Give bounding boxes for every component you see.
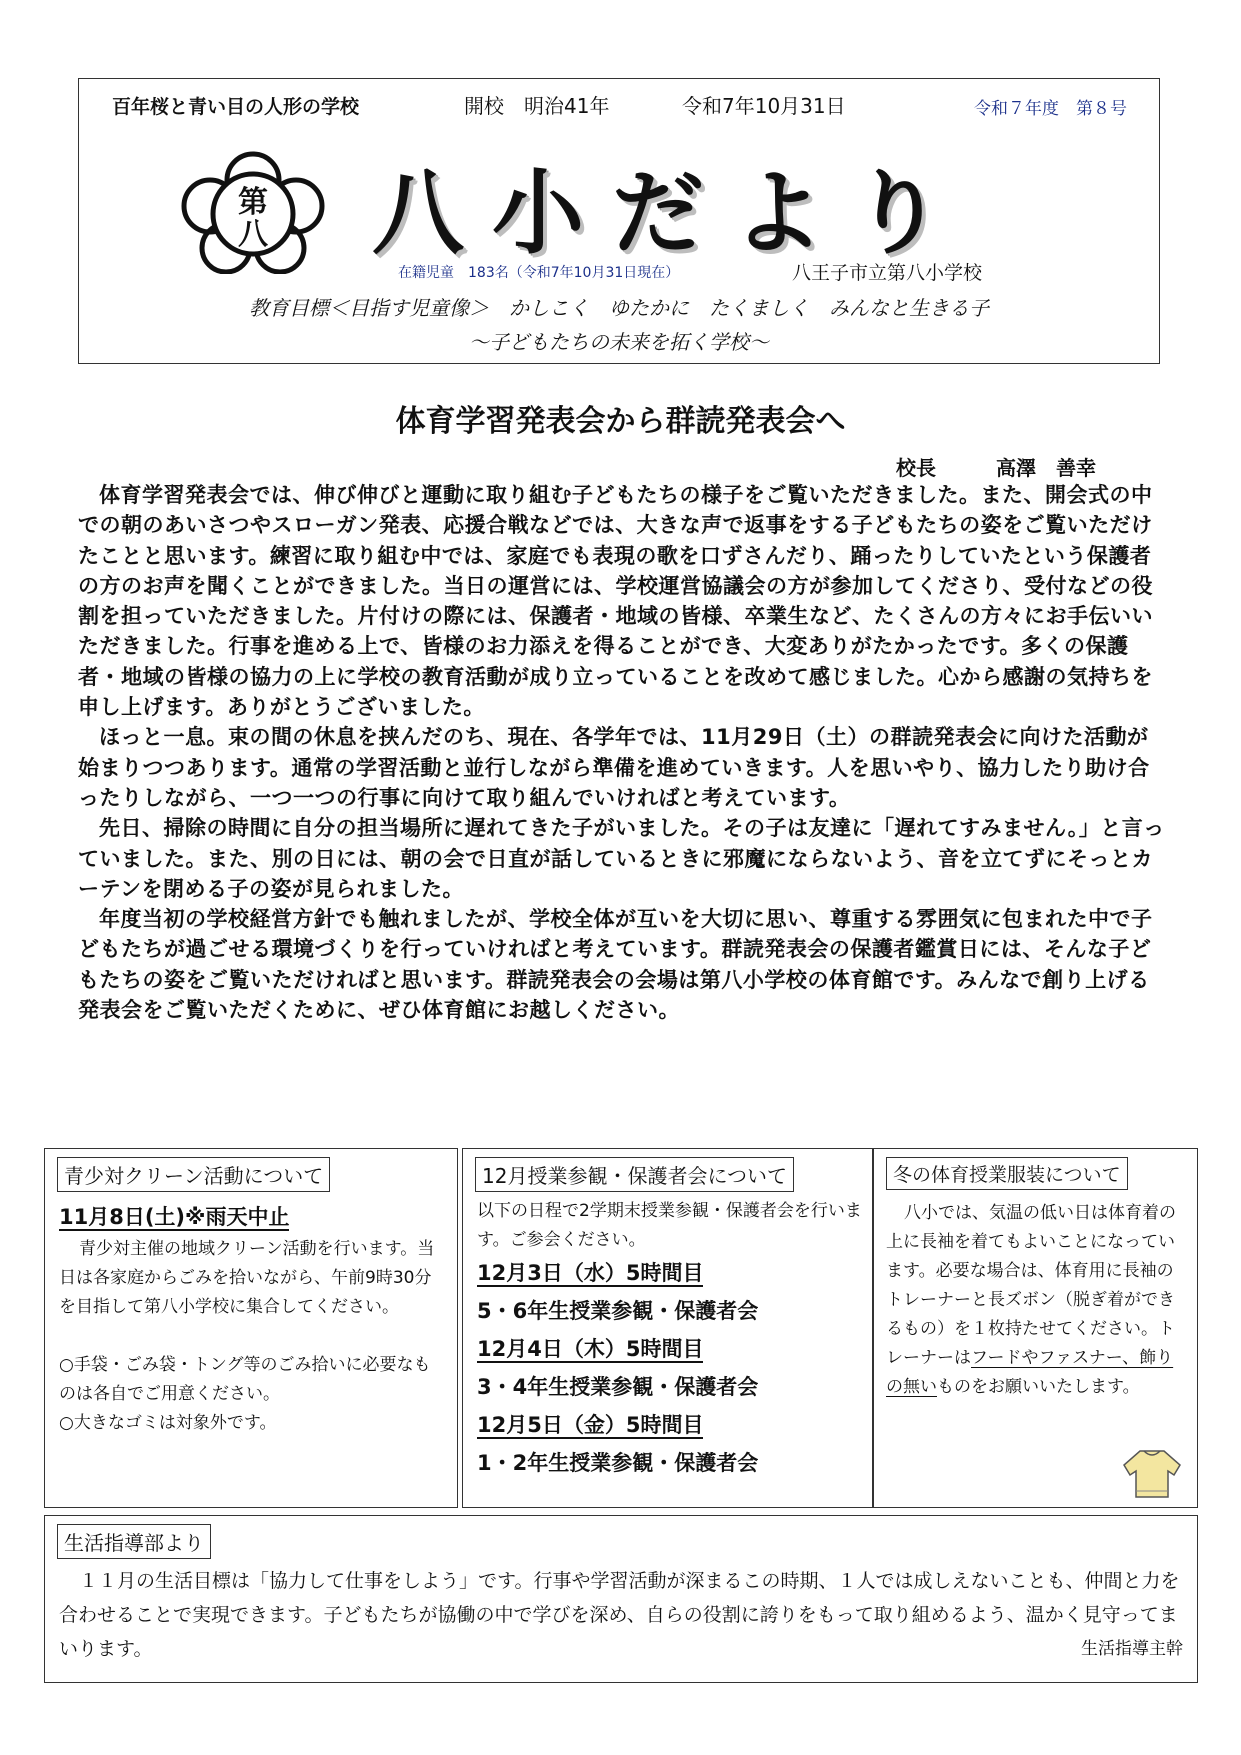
sweater-icon bbox=[1120, 1445, 1184, 1505]
pe-clothing-notice bbox=[873, 1148, 1198, 1508]
life-guidance-body: １１月の生活目標は「協力して仕事をしよう」です。行事や学習活動が深まるこの時期、１人では成しえないことも、仲間と力を合わせることで実現できます。子どもたちが協働の中で学びを深め、自らの役割に誇りをもって取り組めるよう、温かく見守ってまいります。 bbox=[59, 1570, 1180, 1660]
issue-number: 令和７年度 第８号 bbox=[974, 99, 1127, 119]
class-visit-intro: 以下の日程で2学期末授業参観・保護者会を行います。ご参会ください。 bbox=[477, 1201, 862, 1250]
author-name: 高澤 善幸 bbox=[996, 456, 1096, 480]
education-goal: 教育目標＜目指す児童像＞ かしこく ゆたかに たくましく みんなと生きる子 bbox=[249, 296, 989, 320]
school-name: 八王子市立第八小学校 bbox=[792, 262, 983, 284]
article-title: 体育学習発表会から群読発表会へ bbox=[395, 404, 846, 439]
article-paragraph: 先日、掃除の時間に自分の担当場所に遅れてきた子がいました。その子は友達に「遅れてすみません。」と言っていました。また、別の日には、朝の会で日直が話しているときに邪魔にならないよう、音を立てずにそっとカーテンを閉める子の姿が見られました。 bbox=[78, 816, 1165, 901]
class-visit-title: 12月授業参観・保護者会について bbox=[475, 1157, 794, 1192]
article-paragraph: 年度当初の学校経営方針でも触れましたが、学校全体が互いを大切に思い、尊重する雰囲気に包まれた中で子どもたちが過ごせる環境づくりを行っていければと考えています。群読発表会の保護者鑑賞日には、そんな子どもたちの姿をご覧いただければと思います。群読発表会の会場は第八小学校の体育館です。みんなで創り上げる発表会をご覧いただくために、ぜひ体育館にお越しください。 bbox=[78, 907, 1153, 1023]
cleanup-note-large-trash: ○大きなゴミは対象外です。 bbox=[59, 1413, 277, 1433]
issue-date: 令和7年10月31日 bbox=[682, 94, 846, 118]
emblem-char-1: 第 bbox=[238, 185, 268, 220]
school-motto: ～子どもたちの未来を拓く学校～ bbox=[469, 330, 769, 354]
session-grades: 1・2年生授業参観・保護者会 bbox=[477, 1451, 759, 1475]
life-guidance-signature: 生活指導主幹 bbox=[1081, 1639, 1183, 1659]
article-paragraph: ほっと一息。束の間の休息を挟んだのち、現在、各学年では、11月29日（土）の群読発表会に向けた活動が始まりつつあります。通常の学習活動と並行しながら準備を進めていきます。人を思いやり、協力したり助け合ったりしながら、一つ一つの行事に向けて取り組んでいければと考えています。 bbox=[78, 725, 1150, 810]
founded-year: 開校 明治41年 bbox=[464, 94, 610, 118]
session-date: 12月4日（木）5時間目 bbox=[477, 1337, 704, 1361]
cleanup-notice bbox=[44, 1148, 458, 1508]
cleanup-title: 青少対クリーン活動について bbox=[57, 1157, 330, 1192]
session-date: 12月5日（金）5時間目 bbox=[477, 1413, 704, 1437]
session-grades: 5・6年生授業参観・保護者会 bbox=[477, 1299, 759, 1323]
pe-body-text-end: ものをお願いいたします。 bbox=[937, 1377, 1140, 1397]
session-date: 12月3日（水）5時間目 bbox=[477, 1261, 704, 1285]
cleanup-date: 11月8日(土)※雨天中止 bbox=[59, 1205, 290, 1229]
class-visit-notice bbox=[462, 1148, 873, 1508]
author-role: 校長 bbox=[896, 456, 936, 480]
session-grades: 3・4年生授業参観・保護者会 bbox=[477, 1375, 759, 1399]
life-guidance-notice bbox=[44, 1515, 1198, 1683]
article-body bbox=[78, 480, 1166, 1025]
session-list bbox=[477, 1257, 758, 1485]
life-guidance-title: 生活指導部より bbox=[57, 1524, 211, 1559]
enrollment-count: 在籍児童 183名（令和7年10月31日現在） bbox=[398, 265, 680, 281]
article-author bbox=[896, 452, 1096, 481]
pe-clothing-body bbox=[886, 1199, 1186, 1402]
school-emblem bbox=[178, 148, 328, 274]
newsletter-title: 八小だより bbox=[372, 159, 973, 267]
pe-body-emphasis: フードやファスナー、飾りの無い bbox=[886, 1348, 1174, 1397]
cleanup-note-supplies: ○手袋・ごみ袋・トング等のごみ拾いに必要なものは各自でご用意ください。 bbox=[59, 1355, 431, 1404]
cleanup-body: 青少対主催の地域クリーン活動を行います。当日は各家庭からごみを拾いながら、午前9時30分を目指して第八小学校に集合してください。 bbox=[59, 1239, 435, 1317]
school-tagline: 百年桜と青い目の人形の学校 bbox=[112, 96, 360, 118]
pe-clothing-title: 冬の体育授業服装について bbox=[886, 1157, 1128, 1190]
pe-body-text: 八小では、気温の低い日は体育着の上に長袖を着てもよいことになっています。必要な場合は、体育用に長袖のトレーナーと長ズボン（脱ぎ着ができるもの）を１枚持たせてください。トレーナーは bbox=[886, 1203, 1176, 1368]
emblem-char-2: 八 bbox=[238, 217, 268, 252]
article-paragraph: 体育学習発表会では、伸び伸びと運動に取り組む子どもたちの様子をご覧いただきました。また、開会式の中での朝のあいさつやスローガン発表、応援合戦などでは、大きな声で返事をする子どもたちの姿をご覧いただけたことと思います。練習に取り組む中では、家庭でも表現の歌を口ずさんだり、踊ったりしていたという保護者の方のお声を聞くことができました。当日の運営には、学校運営協議会の方が参加してくださり、受付などの役割を担っていただきました。片付けの際には、保護者・地域の皆様、卒業生など、たくさんの方々にお手伝いいただきました。行事を進める上で、皆様のお力添えを得ることができ、大変ありがたかったです。多くの保護者・地域の皆様の協力の上に学校の教育活動が成り立っていることを改めて感じました。心から感謝の気持ちを申し上げます。ありがとうございました。 bbox=[78, 483, 1153, 720]
